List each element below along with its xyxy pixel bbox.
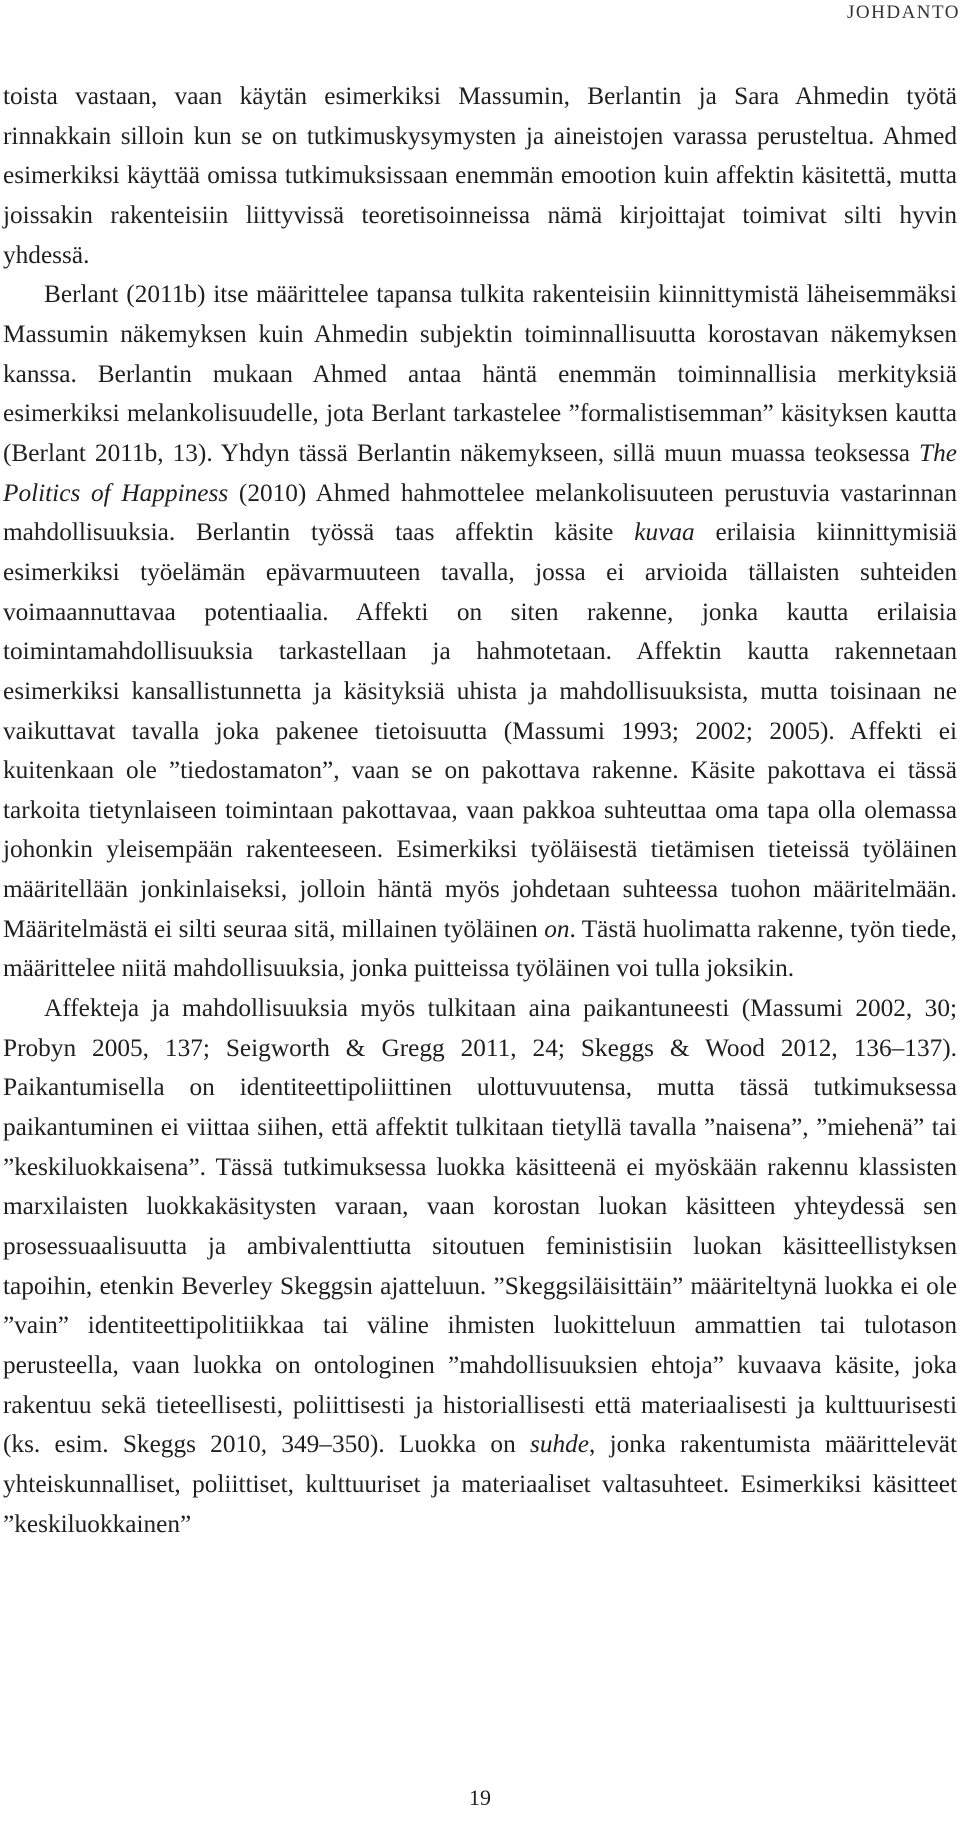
paragraph-affekteja [3, 989, 957, 1544]
text-segment: , jonka rakentumista määrittelevät yhteiskunnalliset, poliittiset, kulttuuriset ja materiaaliset valtasuhteet. Esimerkiksi käsitteet ”keskiluokkainen” [3, 1430, 957, 1538]
paragraph-continuation [3, 77, 957, 275]
page-number: 19 [469, 1785, 491, 1810]
book-title-italic: The Politics of Happiness [3, 438, 957, 507]
text-segment: toista vastaan, vaan käytän esimerkiksi Massumin, Berlantin ja Sara Ahmedin työtä rinnakkain silloin kun se on tutkimuskysymysten ja aineistojen varassa perusteltua. Ahmed esimerkiksi käyttää omissa tutkimuksissaan enemmän emootion kuin affektin käsitettä, mutta joissakin rakenteisiin liittyvissä teoretisoinneissa nämä kirjoittajat toimivat silti hyvin yhdessä. [3, 82, 957, 269]
text-segment: . Tästä huolimatta rakenne, työn tiede, määrittelee niitä mahdollisuuksia, jonka puitteissa työläinen voi tulla joksikin. [3, 914, 958, 983]
body-text [3, 77, 957, 1544]
text-segment: erilaisia kiinnittymisiä esimerkiksi työelämän epävarmuuteen tavalla, jossa ei arvioida tällaisten suhteiden voimaannuttavaa potentiaalia. Affekti on siten rakenne, jonka kautta erilaisia toimintamahdollisuuksia tarkastellaan ja hahmotetaan. Affektin kautta rakennetaan esimerkiksi kansallistunnetta ja käsityksiä uhista ja mahdollisuuksista, mutta toisinaan ne vaikuttavat tavalla joka pakenee tietoisuutta (Massumi 1993; 2002; 2005). Affekti ei kuitenkaan ole ”tiedostamaton”, vaan se on pakottava rakenne. Käsite pakottava ei tässä tarkoita tietynlaiseen toimintaan pakottavaa, vaan pakkoa suhteuttaa oma tapa olla olemassa johonkin yleisempään rakenteeseen. Esimerkiksi työläisestä tietämisen tieteissä työläinen määritellään jonkinlaiseksi, jolloin häntä myös johdetaan suhteessa tuohon määritelmään. Määritelmästä ei silti seuraa sitä, millainen työläinen [3, 518, 957, 943]
text-segment: (2010) Ahmed hahmottelee melankolisuuteen perustuvia vastarinnan mahdollisuuksia. Berlantin työssä taas affektin käsite [3, 478, 958, 547]
text-segment: Affekteja ja mahdollisuuksia myös tulkitaan aina paikantuneesti (Massumi 2002, 30; Probyn 2005, 137; Seigworth & Gregg 2011, 24; Skeggs & Wood 2012, 136–137). Paikantumisella on identiteettipoliittinen ulottuvuutensa, mutta tässä tutkimuksessa paikantuminen ei viittaa siihen, että affektit tulkitaan tietyllä tavalla ”naisena”, ”miehenä” tai ”keskiluokkaisena”. Tässä tutkimuksessa luokka käsitteenä ei myöskään rakennu klassisten marxilaisten luokkakäsitysten varaan, vaan korostan luokan käsitteen yhteydessä sen prosessuaalisuutta ja ambivalenttiutta sitoutuen feministisiin luokan käsitteellistyksen tapoihin, etenkin Beverley Skeggsin ajatteluun. ”Skeggsiläisittäin” määriteltynä luokka ei ole ”vain” identiteettipolitiikkaa tai väline ihmisten luokitteluun ammattien tai tulotason perusteella, vaan luokka on ontologinen ”mahdollisuuksien ehtoja” kuvaava käsite, joka rakentuu sekä tieteellisesti, poliittisesti ja historiallisesti että materiaalisesti ja kulttuurisesti (ks. esim. Skeggs 2010, 349–350). Luokka on [3, 994, 957, 1459]
running-head: JOHDANTO [847, 2, 960, 23]
text-segment: Berlant (2011b) itse määrittelee tapansa tulkita rakenteisiin kiinnittymistä läheisemmäksi Massumin näkemyksen kuin Ahmedin subjektin toiminnallisuutta korostavan näkemyksen kanssa. Berlantin mukaan Ahmed antaa häntä enemmän toiminnallisia merkityksiä esimerkiksi melankolisuudelle, jota Berlant tarkastelee ”formalistisemman” käsityksen kautta (Berlant 2011b, 13). Yhdyn tässä Berlantin näkemykseen, sillä muun muassa teoksessa [3, 280, 957, 467]
paragraph-berlant [3, 275, 957, 989]
emphasis-italic: suhde [529, 1430, 590, 1459]
emphasis-italic: kuvaa [634, 518, 695, 547]
emphasis-italic: on [544, 914, 570, 943]
